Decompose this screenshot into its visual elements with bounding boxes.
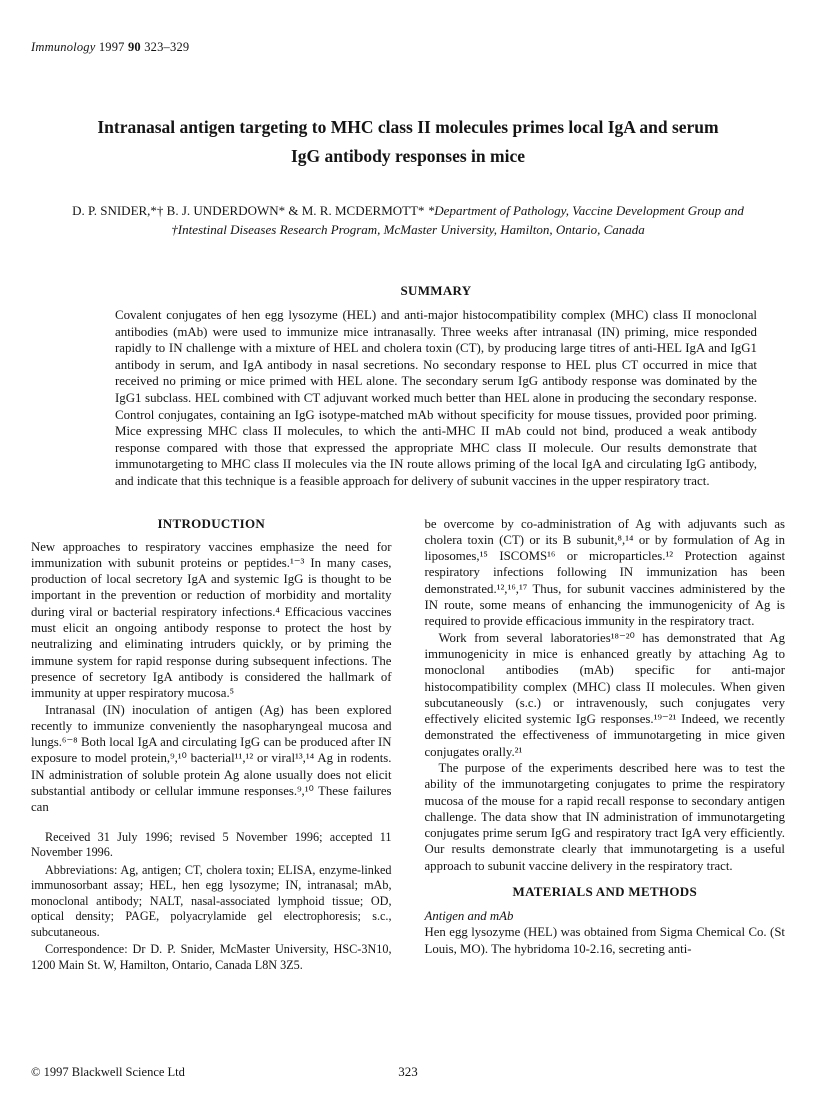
methods-subheading: Antigen and mAb: [424, 909, 514, 924]
right-paragraph-1: be overcome by co-administration of Ag with adjuvants such as cholera toxin (CT) or its B subunit,⁸,¹⁴ or by formulation of Ag in liposomes,¹⁵ ISCOMS¹⁶ or microparticles.¹² Protection against respiratory infections following IN immunization has been demonstrated.¹²,¹⁶,¹⁷ Thus, for subunit vaccines administered by the IN route, some means of enhancing the immunogenicity of Ag is required to provide efficacious immunity in the respiratory tract.: [424, 516, 785, 629]
journal-volume: 90: [127, 40, 141, 54]
footnote-abbreviations: Abbreviations: Ag, antigen; CT, cholera toxin; ELISA, enzyme-linked immunosorbant assay; HEL, hen egg lysozyme; IN, intranasal; mAb, monoclonal antibody; NALT, nasal-associated lymphoid tissue; OD, optical density; PAGE, polyacrylamide gel electrophoresis; s.c., subcutaneous.: [31, 862, 392, 939]
author-names: D. P. SNIDER,*† B. J. UNDERDOWN* & M. R. MCDERMOTT*: [72, 203, 425, 218]
introduction-paragraph-1: New approaches to respiratory vaccines emphasize the need for immunization with subunit proteins or peptides.¹⁻³ In many cases, production of local secretory IgA and systemic IgG is thought to be important in the prevention or reduction of morbidity and mortality during viral or bacterial respiratory infections.⁴ Efficacious vaccines must elicit an ongoing antibody response to protect the host by neutralizing and eliminating intruders quickly, or by priming the immune system for rapid response during subsequent infections. The presence of secretory IgA antibody is considered the hallmark of immunity at upper respiratory mucosa.⁵: [31, 539, 392, 701]
right-paragraph-3: The purpose of the experiments described here was to test the ability of the immunotargeting conjugates to prime the respiratory mucosa of the mouse for a rapid recall response to secondary antigen challenge. The data show that IN administration of immunotargeting conjugates prime serum IgG and respiratory tract IgA very efficiently. Our results demonstrate clearly that immunotargeting is a useful approach to subunit vaccine delivery in the respiratory tract.: [424, 760, 785, 873]
summary-body: Covalent conjugates of hen egg lysozyme (HEL) and anti-major histocompatibility complex (MHC) class II monoclonal antibodies (mAb) were used to immunize mice intranasally. Three weeks after intranasal (IN) priming, mice responded rapidly to IN challenge with a mixture of HEL and cholera toxin (CT), by producing large titres of anti-HEL IgA and IgG1 antibody in serum, and IgA antibody in nasal secretions. No secondary response to HEL plus CT occurred in mice that received no priming or mice primed with HEL alone. The secondary serum IgG antibody response was dominated by the IgG1 subclass. HEL combined with CT adjuvant worked much better than HEL alone in producing the secondary response. Control conjugates, containing an IgG isotype-matched mAb without specificity for mouse tissues, provided poor priming. Mice expressing MHC class II molecules, to which the anti-MHC II mAb could not bind, produced a weak antibody response compared with those that expressed the appropriate MHC class II molecule. Our results demonstrate that immunotargeting to MHC class II molecules via the IN route allows priming of the local IgA and circulating IgG antibody, and indicate that this technique is a feasible approach for delivery of subunit vaccines in the upper respiratory tract.: [115, 308, 757, 488]
footnote-received: Received 31 July 1996; revised 5 November 1996; accepted 11 November 1996.: [31, 829, 392, 860]
introduction-heading: INTRODUCTION: [157, 515, 266, 531]
affiliation-line-1: *Department of Pathology, Vaccine Development Group and: [427, 203, 744, 218]
summary-section: [115, 283, 757, 490]
journal-pages: 323–329: [144, 40, 190, 54]
journal-year-value: 1997: [98, 40, 125, 54]
two-column-body: [31, 516, 785, 976]
authors-block: [41, 201, 775, 239]
footnote-correspondence: Correspondence: Dr D. P. Snider, McMaster University, HSC-3N10, 1200 Main St. W, Hamilton, Ontario, Canada L8N 3Z5.: [31, 942, 392, 972]
footnote-block: [31, 830, 392, 974]
right-paragraph-2: Work from several laboratories¹⁸⁻²⁰ has demonstrated that Ag immunogenicity in mice is enhanced greatly by attaching Ag to monoclonal antibodies (mAb) specific for anti-major histocompatibility complex (MHC) class II molecules. When given subcutaneously (s.c.) or intravenously, such conjugates very effectively elicited systemic IgG responses.¹⁹⁻²¹ Indeed, we recently demonstrated the effectiveness of immunotargeting in mice given conjugates orally.²¹: [424, 630, 785, 759]
page-number: 323: [398, 1064, 418, 1079]
journal-citation-line: [31, 40, 785, 55]
journal-name: Immunology: [31, 40, 96, 54]
copyright-notice: © 1997 Blackwell Science Ltd: [31, 1065, 185, 1079]
left-column: [31, 516, 392, 976]
article-title: Intranasal antigen targeting to MHC class II molecules primes local IgA and serum IgG antibody responses in mice: [97, 117, 719, 166]
methods-heading: MATERIALS AND METHODS: [512, 884, 697, 900]
introduction-paragraph-2: Intranasal (IN) inoculation of antigen (Ag) has been explored recently to immunize conveniently the nasopharyngeal mucosa and lungs.⁶⁻⁸ Both local IgA and circulating IgG can be produced after IN exposure to model protein,⁹,¹⁰ bacterial¹¹,¹² or viral¹³,¹⁴ Ag in rodents. IN administration of soluble protein Ag alone usually does not elicit substantial antibody or cellular immune responses.⁹,¹⁰ These failures can: [31, 702, 392, 815]
summary-heading: SUMMARY: [400, 283, 472, 298]
right-column: [425, 516, 786, 976]
affiliation-line-2: †Intestinal Diseases Research Program, McMaster University, Hamilton, Ontario, Canada: [171, 222, 645, 237]
methods-paragraph-1: Hen egg lysozyme (HEL) was obtained from Sigma Chemical Co. (St Louis, MO). The hybridoma 10-2.16, secreting anti-: [424, 925, 785, 956]
